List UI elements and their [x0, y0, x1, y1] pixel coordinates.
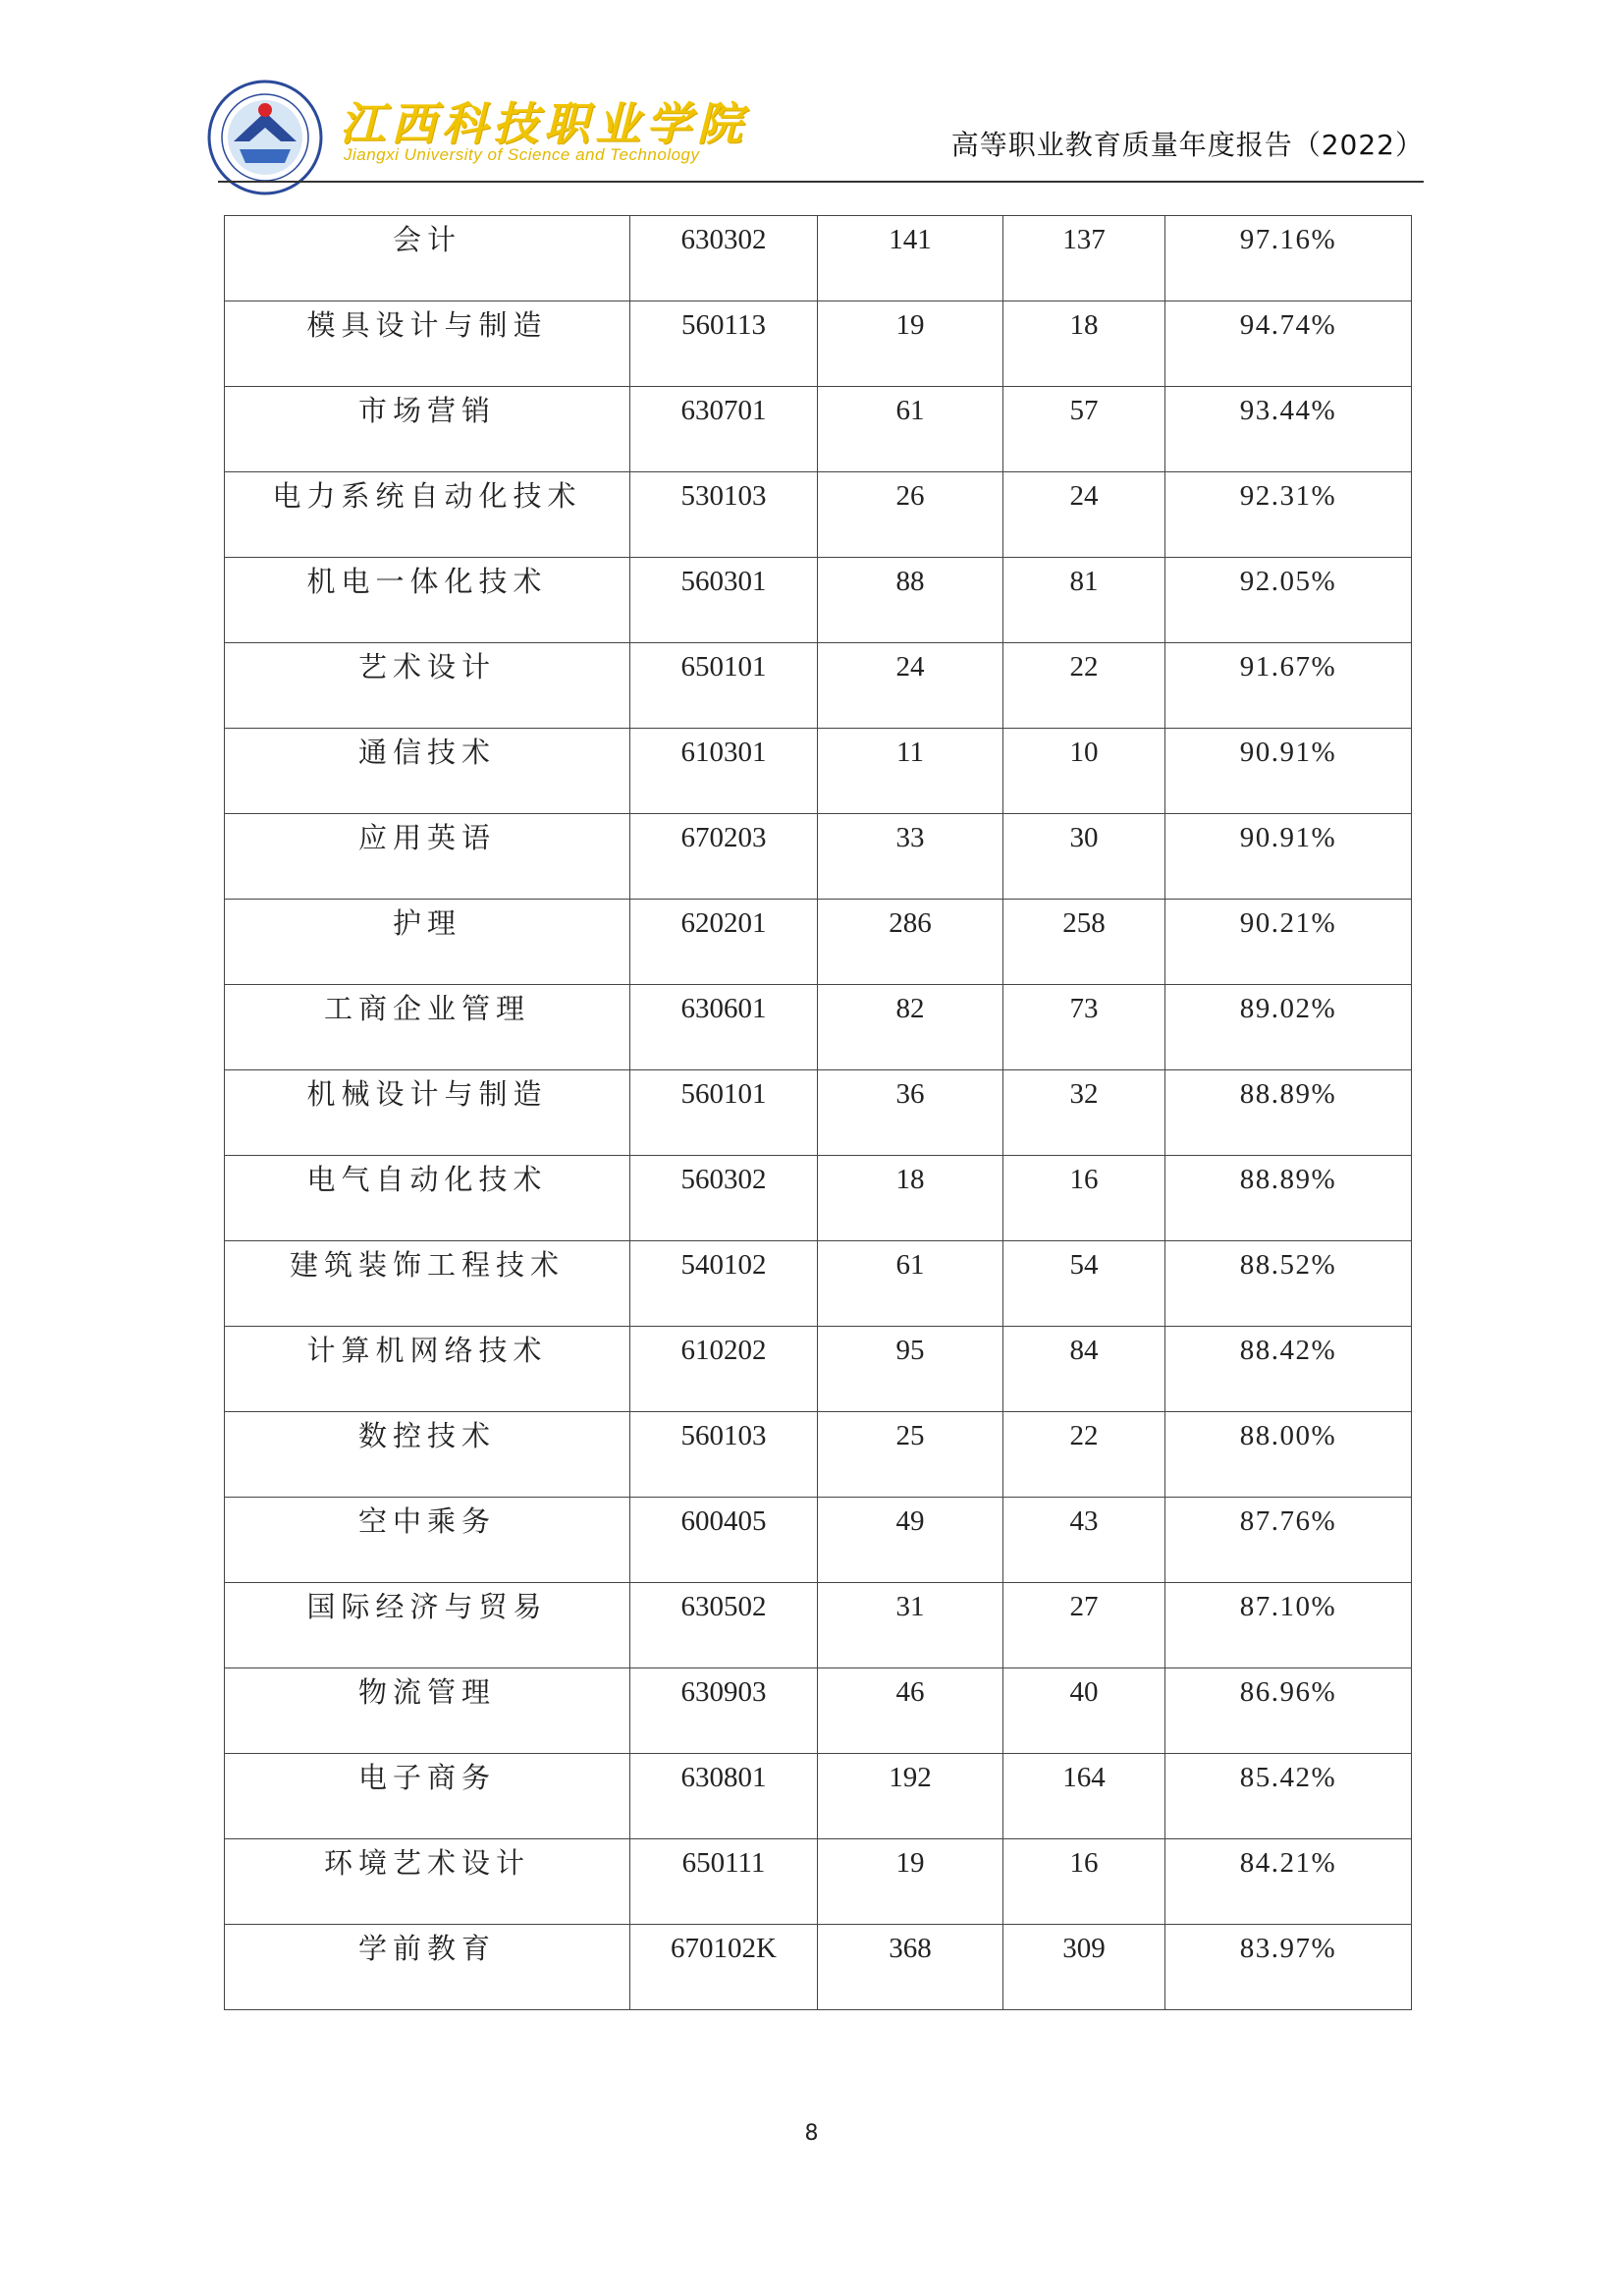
- employment-rate-cell: [1165, 900, 1412, 985]
- employed-count-cell: [1003, 1498, 1165, 1583]
- employment-rate-cell: [1165, 985, 1412, 1070]
- major-code-cell-text: 560103: [680, 1420, 767, 1451]
- table-row: [225, 387, 1412, 472]
- employment-rate-cell-text: 88.89%: [1239, 1078, 1337, 1110]
- graduates-count-cell: [818, 985, 1003, 1070]
- table-row: [225, 301, 1412, 387]
- major-name-cell: [225, 814, 630, 900]
- employed-count-cell: [1003, 729, 1165, 814]
- major-code-cell: [630, 729, 818, 814]
- graduates-count-cell-text: 49: [895, 1505, 925, 1537]
- employed-count-cell-text: 164: [1062, 1762, 1106, 1793]
- employed-count-cell: [1003, 216, 1165, 301]
- major-name-cell: [225, 1583, 630, 1668]
- major-code-cell: [630, 1839, 818, 1925]
- employed-count-cell-text: 16: [1069, 1164, 1099, 1195]
- major-code-cell: [630, 814, 818, 900]
- major-code-cell-text: 560113: [681, 309, 766, 341]
- major-code-cell: [630, 643, 818, 729]
- employment-rate-cell-text: 84.21%: [1239, 1847, 1337, 1879]
- graduates-count-cell: [818, 643, 1003, 729]
- employment-rate-cell-text: 87.10%: [1239, 1591, 1337, 1622]
- employed-count-cell-text: 30: [1069, 822, 1099, 853]
- graduates-count-cell-text: 19: [895, 309, 925, 341]
- major-name-cell-text: 电子商务: [357, 1761, 496, 1794]
- employed-count-cell-text: 54: [1069, 1249, 1099, 1281]
- employment-rate-cell-text: 92.05%: [1239, 566, 1337, 597]
- major-code-cell: [630, 1156, 818, 1241]
- major-name-cell-text: 物流管理: [357, 1675, 496, 1709]
- graduates-count-cell: [818, 558, 1003, 643]
- major-name-cell-text: 电气自动化技术: [306, 1163, 548, 1196]
- major-code-cell: [630, 1668, 818, 1754]
- major-name-cell-text: 环境艺术设计: [323, 1846, 530, 1880]
- graduates-count-cell: [818, 216, 1003, 301]
- employed-count-cell-text: 27: [1069, 1591, 1099, 1622]
- table-row: [225, 1754, 1412, 1839]
- employment-rate-cell-text: 92.31%: [1239, 480, 1337, 512]
- graduates-count-cell: [818, 729, 1003, 814]
- graduates-count-cell-text: 11: [896, 737, 924, 768]
- employed-count-cell-text: 258: [1062, 907, 1106, 939]
- graduates-count-cell-text: 192: [889, 1762, 932, 1793]
- employed-count-cell-text: 40: [1069, 1676, 1099, 1708]
- major-code-cell: [630, 216, 818, 301]
- employed-count-cell: [1003, 301, 1165, 387]
- major-name-cell-text: 应用英语: [357, 821, 496, 854]
- employment-rate-cell-text: 85.42%: [1239, 1762, 1337, 1793]
- table-row: [225, 1498, 1412, 1583]
- table-row: [225, 1241, 1412, 1327]
- graduates-count-cell: [818, 1241, 1003, 1327]
- graduates-count-cell-text: 36: [895, 1078, 925, 1110]
- graduates-count-cell-text: 88: [895, 566, 925, 597]
- major-name-cell: [225, 900, 630, 985]
- employment-rate-cell: [1165, 1070, 1412, 1156]
- graduates-count-cell: [818, 387, 1003, 472]
- employment-rate-cell-text: 89.02%: [1239, 993, 1337, 1024]
- graduates-count-cell: [818, 1070, 1003, 1156]
- table-row: [225, 1925, 1412, 2010]
- graduates-count-cell-text: 18: [895, 1164, 925, 1195]
- table-row: [225, 1583, 1412, 1668]
- major-name-cell: [225, 1241, 630, 1327]
- graduates-count-cell-text: 31: [895, 1591, 925, 1622]
- major-name-cell-text: 模具设计与制造: [306, 308, 548, 342]
- major-code-cell: [630, 985, 818, 1070]
- employment-rate-cell-text: 88.00%: [1239, 1420, 1337, 1451]
- employed-count-cell: [1003, 985, 1165, 1070]
- employment-rate-cell: [1165, 1754, 1412, 1839]
- major-name-cell: [225, 729, 630, 814]
- major-code-cell: [630, 1327, 818, 1412]
- table-row: [225, 216, 1412, 301]
- employed-count-cell-text: 137: [1062, 224, 1106, 255]
- major-code-cell-text: 560301: [680, 566, 767, 597]
- table-row: [225, 1412, 1412, 1498]
- employed-count-cell: [1003, 1070, 1165, 1156]
- employment-rate-cell-text: 90.21%: [1239, 907, 1337, 939]
- employed-count-cell: [1003, 1156, 1165, 1241]
- major-name-cell-text: 艺术设计: [357, 650, 496, 683]
- employed-count-cell: [1003, 1839, 1165, 1925]
- major-name-cell-text: 计算机网络技术: [306, 1334, 548, 1367]
- major-code-cell-text: 630502: [680, 1591, 767, 1622]
- major-code-cell-text: 530103: [680, 480, 767, 512]
- employment-rate-cell: [1165, 1668, 1412, 1754]
- graduates-count-cell-text: 61: [895, 395, 925, 426]
- major-name-cell: [225, 216, 630, 301]
- graduates-count-cell-text: 24: [895, 651, 925, 683]
- major-code-cell-text: 630903: [680, 1676, 767, 1708]
- major-name-cell: [225, 558, 630, 643]
- graduates-count-cell-text: 95: [895, 1335, 925, 1366]
- employment-rate-cell-text: 87.76%: [1239, 1505, 1337, 1537]
- table-row: [225, 900, 1412, 985]
- major-code-cell: [630, 1583, 818, 1668]
- major-code-cell-text: 560101: [680, 1078, 767, 1110]
- graduates-count-cell-text: 82: [895, 993, 925, 1024]
- employed-count-cell-text: 73: [1069, 993, 1099, 1024]
- employed-count-cell: [1003, 387, 1165, 472]
- employment-rate-cell: [1165, 1498, 1412, 1583]
- major-name-cell-text: 电力系统自动化技术: [272, 479, 582, 513]
- major-name-cell-text: 机械设计与制造: [306, 1077, 548, 1111]
- graduates-count-cell: [818, 1754, 1003, 1839]
- graduates-count-cell: [818, 1327, 1003, 1412]
- major-code-cell-text: 630302: [680, 224, 767, 255]
- graduates-count-cell-text: 368: [889, 1933, 932, 1964]
- major-code-cell-text: 610202: [680, 1335, 767, 1366]
- table-row: [225, 1070, 1412, 1156]
- graduates-count-cell: [818, 814, 1003, 900]
- major-name-cell-text: 护理: [392, 906, 461, 940]
- employed-count-cell: [1003, 1327, 1165, 1412]
- employment-rate-cell: [1165, 1925, 1412, 2010]
- page-header: [206, 79, 1424, 187]
- major-code-cell: [630, 472, 818, 558]
- graduates-count-cell-text: 19: [895, 1847, 925, 1879]
- graduates-count-cell-text: 46: [895, 1676, 925, 1708]
- employment-rate-cell-text: 88.52%: [1239, 1249, 1337, 1281]
- graduates-count-cell: [818, 301, 1003, 387]
- major-code-cell: [630, 900, 818, 985]
- employed-count-cell: [1003, 472, 1165, 558]
- major-code-cell-text: 670203: [680, 822, 767, 853]
- employment-rate-cell-text: 90.91%: [1239, 737, 1337, 768]
- major-code-cell: [630, 558, 818, 643]
- major-name-cell-text: 会计: [392, 223, 461, 256]
- employed-count-cell-text: 81: [1069, 566, 1099, 597]
- table-row: [225, 558, 1412, 643]
- employment-rate-cell-text: 91.67%: [1239, 651, 1337, 683]
- employment-rate-cell: [1165, 472, 1412, 558]
- major-name-cell: [225, 1412, 630, 1498]
- major-code-cell: [630, 1925, 818, 2010]
- graduates-count-cell-text: 141: [889, 224, 932, 255]
- major-name-cell: [225, 1925, 630, 2010]
- major-code-cell-text: 630701: [680, 395, 767, 426]
- major-name-cell-text: 空中乘务: [357, 1504, 496, 1538]
- graduates-count-cell: [818, 1839, 1003, 1925]
- major-name-cell-text: 数控技术: [357, 1419, 496, 1452]
- major-name-cell: [225, 1156, 630, 1241]
- employed-count-cell-text: 32: [1069, 1078, 1099, 1110]
- major-name-cell: [225, 1498, 630, 1583]
- employed-count-cell-text: 10: [1069, 737, 1099, 768]
- major-name-cell: [225, 985, 630, 1070]
- table-row: [225, 814, 1412, 900]
- graduates-count-cell-text: 61: [895, 1249, 925, 1281]
- employment-rate-cell: [1165, 1412, 1412, 1498]
- employed-count-cell: [1003, 1925, 1165, 2010]
- table-row: [225, 985, 1412, 1070]
- table-body: [225, 216, 1412, 2010]
- employed-count-cell: [1003, 1754, 1165, 1839]
- major-name-cell-text: 工商企业管理: [323, 992, 530, 1025]
- employment-rate-cell: [1165, 216, 1412, 301]
- employment-rate-table: [224, 215, 1412, 2010]
- employed-count-cell: [1003, 643, 1165, 729]
- employment-rate-cell-text: 90.91%: [1239, 822, 1337, 853]
- major-code-cell-text: 540102: [680, 1249, 767, 1281]
- graduates-count-cell: [818, 1498, 1003, 1583]
- employed-count-cell: [1003, 814, 1165, 900]
- major-code-cell-text: 620201: [680, 907, 767, 939]
- employment-rate-cell: [1165, 814, 1412, 900]
- major-name-cell-text: 机电一体化技术: [306, 565, 548, 598]
- employment-rate-cell: [1165, 729, 1412, 814]
- header-divider: [218, 181, 1424, 183]
- employment-rate-cell-text: 93.44%: [1239, 395, 1337, 426]
- major-code-cell: [630, 1241, 818, 1327]
- college-english-name: Jiangxi University of Science and Technology: [344, 145, 700, 164]
- major-name-cell-text: 建筑装饰工程技术: [289, 1248, 565, 1282]
- employed-count-cell: [1003, 900, 1165, 985]
- employed-count-cell: [1003, 1412, 1165, 1498]
- table-row: [225, 1156, 1412, 1241]
- major-code-cell: [630, 1070, 818, 1156]
- graduates-count-cell-text: 33: [895, 822, 925, 853]
- table-row: [225, 1668, 1412, 1754]
- major-name-cell: [225, 643, 630, 729]
- major-code-cell: [630, 1754, 818, 1839]
- major-name-cell: [225, 1839, 630, 1925]
- employed-count-cell-text: 57: [1069, 395, 1099, 426]
- employment-rate-cell-text: 88.42%: [1239, 1335, 1337, 1366]
- employed-count-cell: [1003, 1241, 1165, 1327]
- major-code-cell: [630, 387, 818, 472]
- employment-rate-cell: [1165, 558, 1412, 643]
- major-name-cell: [225, 1327, 630, 1412]
- major-name-cell-text: 通信技术: [357, 736, 496, 769]
- college-name-logotype: 江西科技职业学院: [340, 97, 748, 150]
- employed-count-cell-text: 22: [1069, 651, 1099, 683]
- graduates-count-cell-text: 286: [889, 907, 932, 939]
- table-row: [225, 729, 1412, 814]
- major-name-cell: [225, 387, 630, 472]
- major-code-cell-text: 610301: [680, 737, 767, 768]
- employment-rate-cell: [1165, 1327, 1412, 1412]
- employment-rate-cell-text: 94.74%: [1239, 309, 1337, 341]
- major-code-cell-text: 560302: [680, 1164, 767, 1195]
- table-row: [225, 1327, 1412, 1412]
- employed-count-cell-text: 309: [1062, 1933, 1106, 1964]
- major-code-cell-text: 670102K: [671, 1933, 777, 1964]
- graduates-count-cell: [818, 1668, 1003, 1754]
- employed-count-cell: [1003, 558, 1165, 643]
- employment-rate-cell-text: 86.96%: [1239, 1676, 1337, 1708]
- major-name-cell-text: 市场营销: [357, 394, 496, 427]
- graduates-count-cell: [818, 472, 1003, 558]
- major-name-cell: [225, 1070, 630, 1156]
- employed-count-cell-text: 18: [1069, 309, 1099, 341]
- major-name-cell-text: 国际经济与贸易: [306, 1590, 548, 1623]
- college-seal-logo: [206, 79, 324, 196]
- employment-rate-cell: [1165, 643, 1412, 729]
- major-code-cell-text: 600405: [680, 1505, 767, 1537]
- graduates-count-cell-text: 25: [895, 1420, 925, 1451]
- major-name-cell: [225, 1668, 630, 1754]
- employment-rate-cell: [1165, 387, 1412, 472]
- employed-count-cell-text: 16: [1069, 1847, 1099, 1879]
- employed-count-cell-text: 43: [1069, 1505, 1099, 1537]
- employed-count-cell: [1003, 1583, 1165, 1668]
- major-name-cell: [225, 301, 630, 387]
- employment-rate-cell-text: 97.16%: [1239, 224, 1337, 255]
- employment-rate-cell-text: 88.89%: [1239, 1164, 1337, 1195]
- employed-count-cell-text: 24: [1069, 480, 1099, 512]
- graduates-count-cell: [818, 1583, 1003, 1668]
- major-name-cell: [225, 1754, 630, 1839]
- graduates-count-cell: [818, 900, 1003, 985]
- major-name-cell: [225, 472, 630, 558]
- report-title: 高等职业教育质量年度报告（2022）: [950, 129, 1424, 161]
- graduates-count-cell: [818, 1925, 1003, 2010]
- table-row: [225, 643, 1412, 729]
- employment-rate-cell: [1165, 301, 1412, 387]
- major-code-cell-text: 630601: [680, 993, 767, 1024]
- graduates-count-cell: [818, 1412, 1003, 1498]
- major-code-cell-text: 650101: [680, 651, 767, 683]
- major-code-cell: [630, 1412, 818, 1498]
- major-name-cell-text: 学前教育: [357, 1932, 496, 1965]
- employment-rate-cell: [1165, 1241, 1412, 1327]
- employed-count-cell-text: 84: [1069, 1335, 1099, 1366]
- table-row: [225, 1839, 1412, 1925]
- table-row: [225, 472, 1412, 558]
- employment-rate-cell: [1165, 1156, 1412, 1241]
- major-code-cell: [630, 301, 818, 387]
- major-code-cell-text: 650111: [681, 1847, 766, 1879]
- employed-count-cell-text: 22: [1069, 1420, 1099, 1451]
- page-number: 8: [804, 2121, 819, 2146]
- employment-rate-cell: [1165, 1839, 1412, 1925]
- employed-count-cell: [1003, 1668, 1165, 1754]
- employment-rate-cell: [1165, 1583, 1412, 1668]
- major-code-cell: [630, 1498, 818, 1583]
- graduates-count-cell: [818, 1156, 1003, 1241]
- employment-rate-cell-text: 83.97%: [1239, 1933, 1337, 1964]
- graduates-count-cell-text: 26: [895, 480, 925, 512]
- major-code-cell-text: 630801: [680, 1762, 767, 1793]
